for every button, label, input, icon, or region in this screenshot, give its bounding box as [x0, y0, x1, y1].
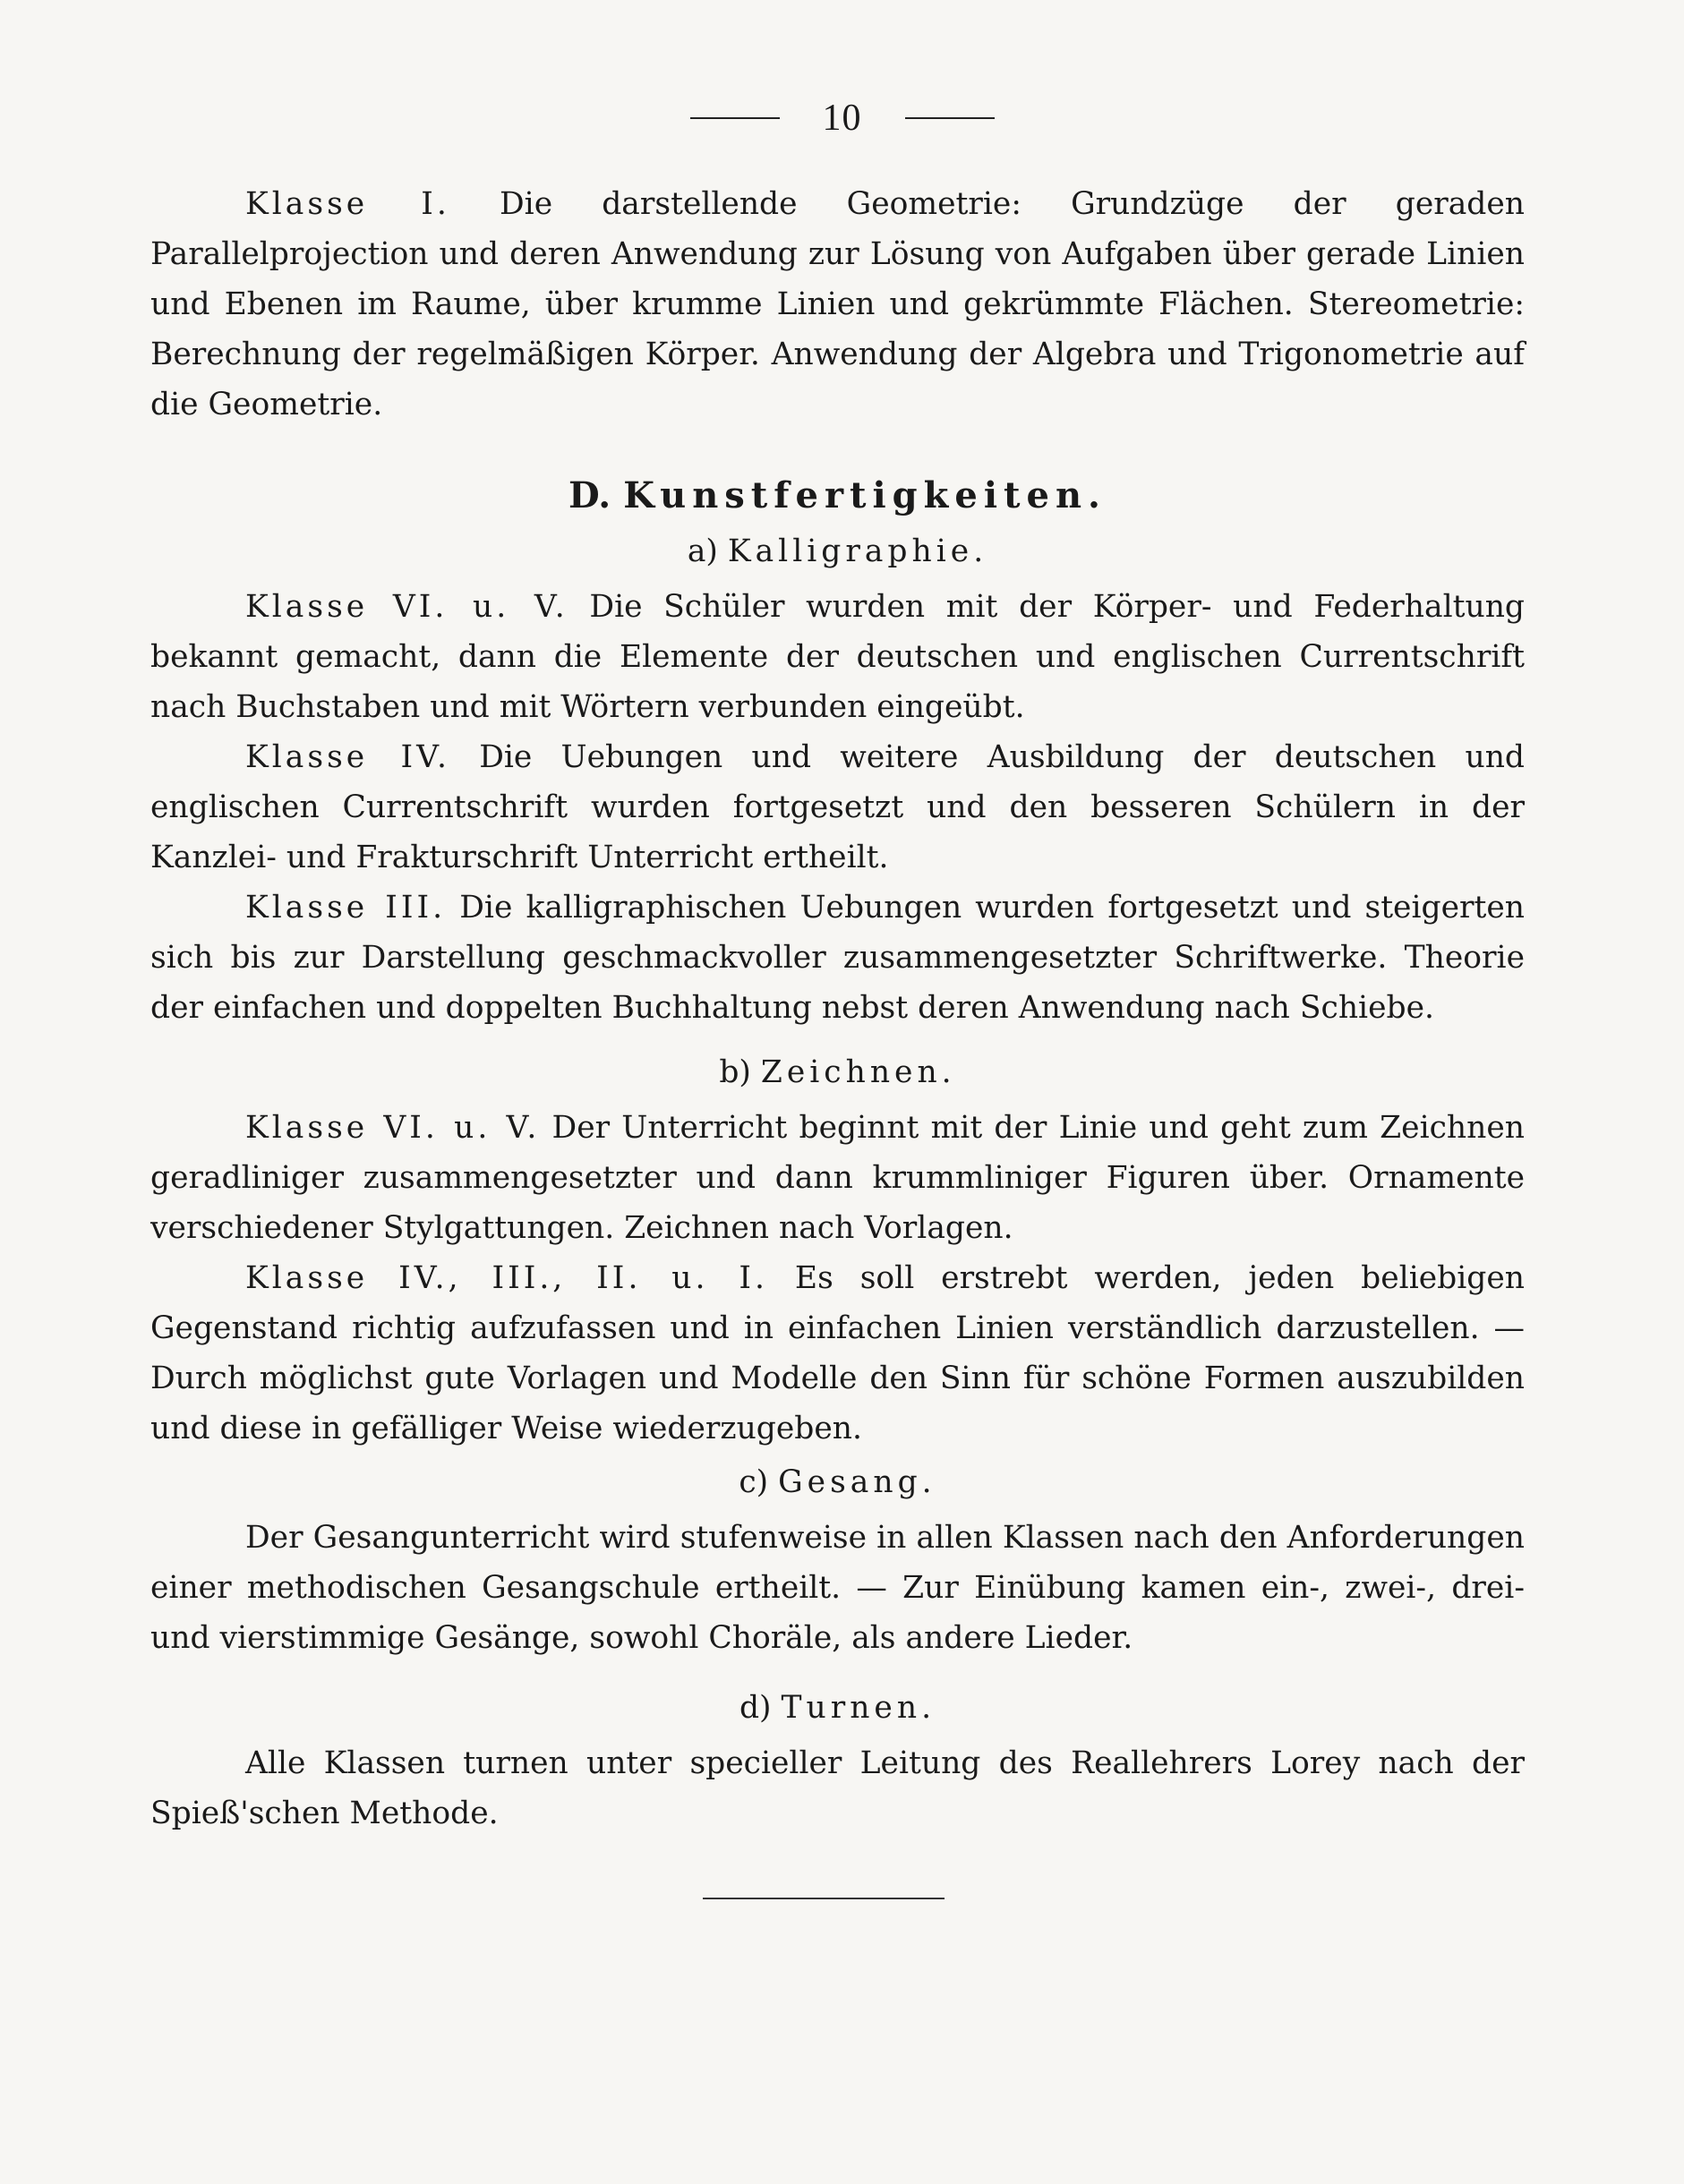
closing-rule: [703, 1898, 945, 1899]
intro-paragraph: [150, 179, 1525, 430]
header-rule-left: [690, 117, 780, 119]
subheading-zeichnen: [150, 1047, 1525, 1097]
subheading-name: Gesang.: [778, 1464, 936, 1500]
paragraph-turnen: [150, 1738, 1525, 1838]
section-title: [150, 469, 1525, 523]
paragraph-text: Die kalligraphischen Uebungen wurden fortgesetzt und steigerten sich bis zur Darstellung geschmackvoller zusammengesetzter Schriftwerke. Theorie der einfachen und doppelten Buchhaltung nebst deren Anwendung nach Schiebe.: [150, 890, 1526, 1026]
class-label: Klasse III.: [245, 890, 447, 926]
page-body: [150, 179, 1525, 1838]
paragraph-text: Die Schüler wurden mit der Körper- und Federhaltung bekannt gemacht, dann die Elemente der deutschen und englischen Currentschrift nach Buchstaben und mit Wörtern verbunden eingeübt.: [150, 589, 1525, 725]
header-rule-right: [905, 117, 995, 119]
paragraph-kalligraphie-3: [150, 883, 1525, 1033]
section-letter: D.: [568, 474, 611, 516]
subheading-name: Kalligraphie.: [727, 533, 988, 569]
subheading-marker: c): [739, 1464, 769, 1500]
paragraph-text: Alle Klassen turnen unter specieller Leitung des Reallehrers Lorey nach der Spieß'schen Methode.: [150, 1745, 1525, 1831]
section-name: Kunstfertigkeiten.: [623, 474, 1107, 516]
class-label: Klasse VI. u. V.: [245, 589, 568, 625]
paragraph-text: Die Uebungen und weitere Ausbildung der deutschen und englischen Currentschrift wurden fortgesetzt und den besseren Schülern in der Kanzlei- und Frakturschrift Unterricht ertheilt.: [150, 739, 1526, 875]
class-label: Klasse IV.: [245, 739, 450, 775]
paragraph-kalligraphie-1: [150, 582, 1525, 732]
subheading-turnen: [150, 1683, 1525, 1733]
paragraph-kalligraphie-2: [150, 732, 1525, 883]
paragraph-zeichnen-1: [150, 1103, 1525, 1253]
paragraph-zeichnen-2: [150, 1253, 1525, 1454]
paragraph-text: Es soll erstrebt werden, jeden beliebigen Gegenstand richtig aufzufassen und in einfachen Linien verständlich darzustellen. — Durch möglichst gute Vorlagen und Modelle den Sinn für schöne Formen auszubilden und diese in gefälliger Weise wiederzugeben.: [150, 1260, 1525, 1446]
subheading-name: Zeichnen.: [760, 1054, 956, 1090]
page-number: 10: [822, 98, 862, 139]
subheading-name: Turnen.: [781, 1690, 936, 1726]
subheading-kalligraphie: [150, 526, 1525, 576]
class-label: Klasse I.: [245, 186, 450, 222]
page-header: [0, 97, 1684, 140]
subheading-gesang: [150, 1457, 1525, 1507]
subheading-marker: d): [739, 1690, 772, 1726]
class-label: Klasse VI. u. V.: [245, 1110, 541, 1146]
class-label: Klasse IV., III., II. u. I.: [245, 1260, 768, 1296]
subheading-marker: b): [719, 1054, 751, 1090]
paragraph-gesang: [150, 1513, 1525, 1663]
paragraph-text: Die darstellende Geometrie: Grundzüge der geraden Parallelprojection und deren Anwendung zur Lösung von Aufgaben über gerade Linien und Ebenen im Raume, über krumme Linien und gekrümmte Flächen. Stereometrie: Berechnung der regelmäßigen Körper. Anwendung der Algebra und Trigonometrie auf die Geometrie.: [150, 186, 1526, 422]
subheading-marker: a): [687, 533, 718, 569]
paragraph-text: Der Unterricht beginnt mit der Linie und geht zum Zeichnen geradliniger zusammengesetzter und dann krummliniger Figuren über. Ornamente verschiedener Stylgattungen. Zeichnen nach Vorlagen.: [150, 1110, 1526, 1246]
paragraph-text: Der Gesangunterricht wird stufenweise in allen Klassen nach den Anforderungen einer methodischen Gesangschule ertheilt. — Zur Einübung kamen ein-, zwei-, drei- und vierstimmige Gesänge, sowohl Choräle, als andere Lieder.: [150, 1520, 1525, 1656]
